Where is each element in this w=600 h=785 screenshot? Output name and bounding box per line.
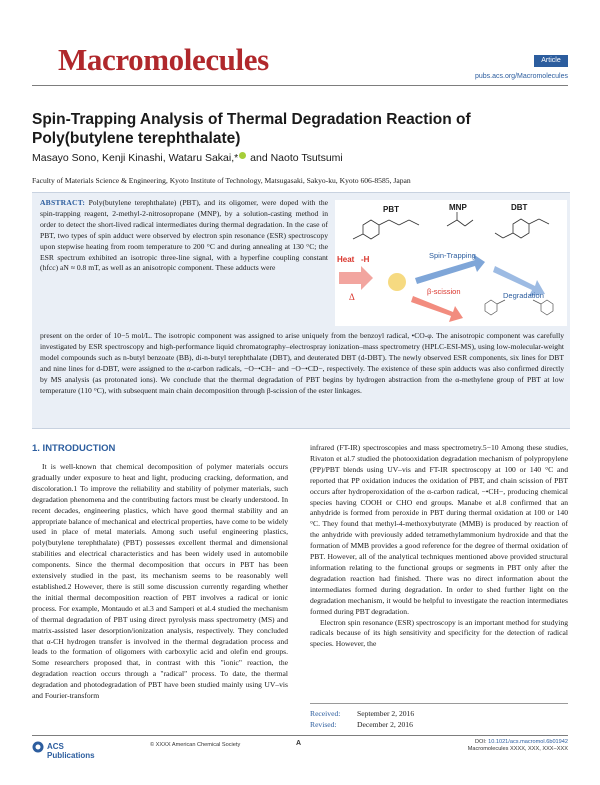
received-label: Received: <box>310 709 341 718</box>
article-title: Spin-Trapping Analysis of Thermal Degradation Reaction of Poly(butylene terephthalate) <box>32 111 471 147</box>
article-type-badge: Article <box>534 55 568 67</box>
heat-label: Heat <box>337 255 355 264</box>
authors-before-orcid: Masayo Sono, Kenji Kinashi, Wataru Sakai,* <box>32 152 239 164</box>
pbt-label: PBT <box>383 205 399 214</box>
delta-label: Δ <box>349 292 355 302</box>
header-divider <box>32 85 568 86</box>
doi-link[interactable]: 10.1021/acs.macromol.6b01942 <box>488 739 568 745</box>
abstract-text-bottom: present on the order of 10−5 mol/L. The isotropic component was assigned to arise uniquely from the benzoyl radical, •CO-φ. The anisotropic component was carefully investigated by ESR spectroscopy and high-performance liquid chromatography–electrospray ionization–mass spectrometry (HPLC-ESI-MS), using low-molecular-weight model compounds such as n-butyl benzoate (BB), di-n-butyl terephthalate (DBT), and deuterated DBT (d-DBT). The newly observed ESR components, six lines for DBT and nine lines for d-DBT, were assigned to the α-carbon radicals, −O−•CH− and −O−•CD−, respectively. The existence of these spin adducts was also confirmed directly by MS analysis (as protonated ions). We conclude that the thermal degradation of PBT begins by hydrogen abstraction from the α-methylene group of PBT at low temperature (110 °C), with subsequent main chain decomposition through β-scission of the ester linkages. <box>40 331 564 395</box>
acs-logo-icon <box>32 741 44 753</box>
orcid-icon[interactable] <box>239 152 246 159</box>
radical-spot <box>388 273 406 291</box>
page-number: A <box>296 740 302 747</box>
copyright-notice: © XXXX American Chemical Society <box>150 742 241 748</box>
authors-after-orcid: and Naoto Tsutsumi <box>247 152 343 164</box>
beta-scission-label: β-scission <box>427 287 461 296</box>
body-column-left <box>32 462 288 702</box>
mnp-structure <box>447 212 473 226</box>
revised-date: December 2, 2016 <box>357 720 413 729</box>
abstract-text-top <box>40 198 328 274</box>
abstract-body-top: Poly(butylene terephthalate) (PBT), and its oligomer, were doped with the spin-trapping reagent, 2-methyl-2-nitrosopropane (MNP), by a solution-casting method in order to detect the short-lived radical intermediates during thermal degradation. In the case of PBT, two types of spin adduct were observed by electron spin resonance (ESR) spectroscopy upon stepwise heating from room temperature to 200 °C and during annealing at 130 °C; the ESR spectrum exhibited an isotropic three-line signal, with a hyperfine coupling constant (hfcc) aN ≈ 0.8 mT, as well as an anisotropic component. These adducts were <box>40 198 328 273</box>
intro-paragraph-2: infrared (FT-IR) spectroscopies and mass spectrometry.5−10 Among these studies, Rivaton et al.7 studied the photooxidation degradation mechanism of polypropylene (PP)/PBT blends using UV–vis and FT-IR spectroscopy at 100 or 140 °C and reported that PP oxidation induces the oxidation of PBT, and chain scission of PBT occurs after hydroperoxidation of the α-carbon radical, −•CH−, producing chemical species having COOH or CHO end groups. Manabe et al.8 confirmed that an anhydride is formed from peroxide in PBT during thermal oxidation at 100 or 140 °C. They found that methyl-4-methoxybutyrate (MMB) is produced by reaction of the anhydride with previously added tetramethylammonium hydroxide and that the formation of MMB provides a good reference for the degree of thermal oxidation of PBT. However, all of the analytical techniques mentioned above provided structural information relating to the functional groups or segments in PBT only after the degradation reaction had finished. There was no direct information about the intermediates formed during degradation. In order to shed further light on the degradation mechanism, it would be helpful to investigate the reaction intermediates formed during PBT degradation. <box>310 443 568 616</box>
degradation-label: Degradation <box>503 291 544 300</box>
doi-prefix: DOI: <box>475 739 489 745</box>
dbt-label: DBT <box>511 203 528 212</box>
received-date: September 2, 2016 <box>357 709 415 718</box>
abstract-label: ABSTRACT: <box>40 198 86 207</box>
publisher-name: ACS Publications <box>47 742 95 760</box>
affiliation: Faculty of Materials Science & Engineering, Kyoto Institute of Technology, Matsugasaki, Sakyo-ku, Kyoto 606-8585, Japan <box>32 176 411 185</box>
doi-citation <box>468 739 568 753</box>
journal-url-link[interactable]: pubs.acs.org/Macromolecules <box>475 73 568 80</box>
acs-publications-logo[interactable] <box>32 741 104 760</box>
body-column-right <box>310 443 568 650</box>
mnp-label: MNP <box>449 203 467 212</box>
intro-paragraph-1: It is well-known that chemical decomposition of polymer materials occurs gradually under exposure to heat and light, producing cracking, deformation, and discoloration.1 To improve the reliability and stability of polymer materials, such degradation phenomena and the contributing factors must be clearly understood. In recent decades, engineering plastics, which have good thermal stability and an appropriate balance of mechanical and electrical properties, have come to be widely used in place of metal materials. Among such useful engineering plastics, poly(butylene terephthalate) (PBT) possesses excellent thermal and dimensional stabilities and electrical characteristics and has been widely used in automobile components. Since the thermal decomposition that occurs in PBT has been extensively studied in the past, its mechanism seems to be reasonably well established.2 However, there is still some discussion currently regarding whether the initial thermal decomposition reaction of PBT involves a radical or ionic process. For example, Montaudo et al.3 and Samperi et al.4 studied the mechanism of thermal degradation of PBT using direct pyrolysis mass spectrometry (MS) and matrix-assisted laser desorption/ionization analysis, respectively. They concluded that α-CH hydrogen transfer is involved in the thermal degradation process and leads to the formation of oligomers with carboxylic acid and olefin end groups. Some researchers proposed that, in contrast with this "ionic" reaction, the degradation reaction occurs through a "radical" process. To date, the thermal degradation and photodegradation of PBT have been studied mainly using UV–vis and Fourier-transform <box>32 462 288 701</box>
dates-divider <box>310 703 568 704</box>
journal-logo: Macromolecules <box>58 42 269 77</box>
spin-trapping-label: Spin-Trapping <box>429 251 476 260</box>
heat-arrow <box>339 266 373 290</box>
revised-label: Revised: <box>310 720 337 729</box>
intro-paragraph-3: Electron spin resonance (ESR) spectroscopy is an important method for studying radicals because of its high sensitivity and specificity for the detection of radical species. However, the <box>310 617 568 649</box>
dbt-structure <box>495 219 549 238</box>
pbt-structure <box>353 220 419 239</box>
fragment-structures <box>485 300 553 315</box>
article-dates <box>310 708 414 730</box>
toc-graphic <box>335 200 567 326</box>
beta-scission-arrow <box>411 296 463 322</box>
minus-h-label: -H <box>361 255 370 264</box>
footer-divider <box>32 735 568 736</box>
section-heading-introduction: 1. INTRODUCTION <box>32 443 116 454</box>
author-list <box>32 152 572 164</box>
journal-citation: Macromolecules XXXX, XXX, XXX−XXX <box>467 746 568 752</box>
